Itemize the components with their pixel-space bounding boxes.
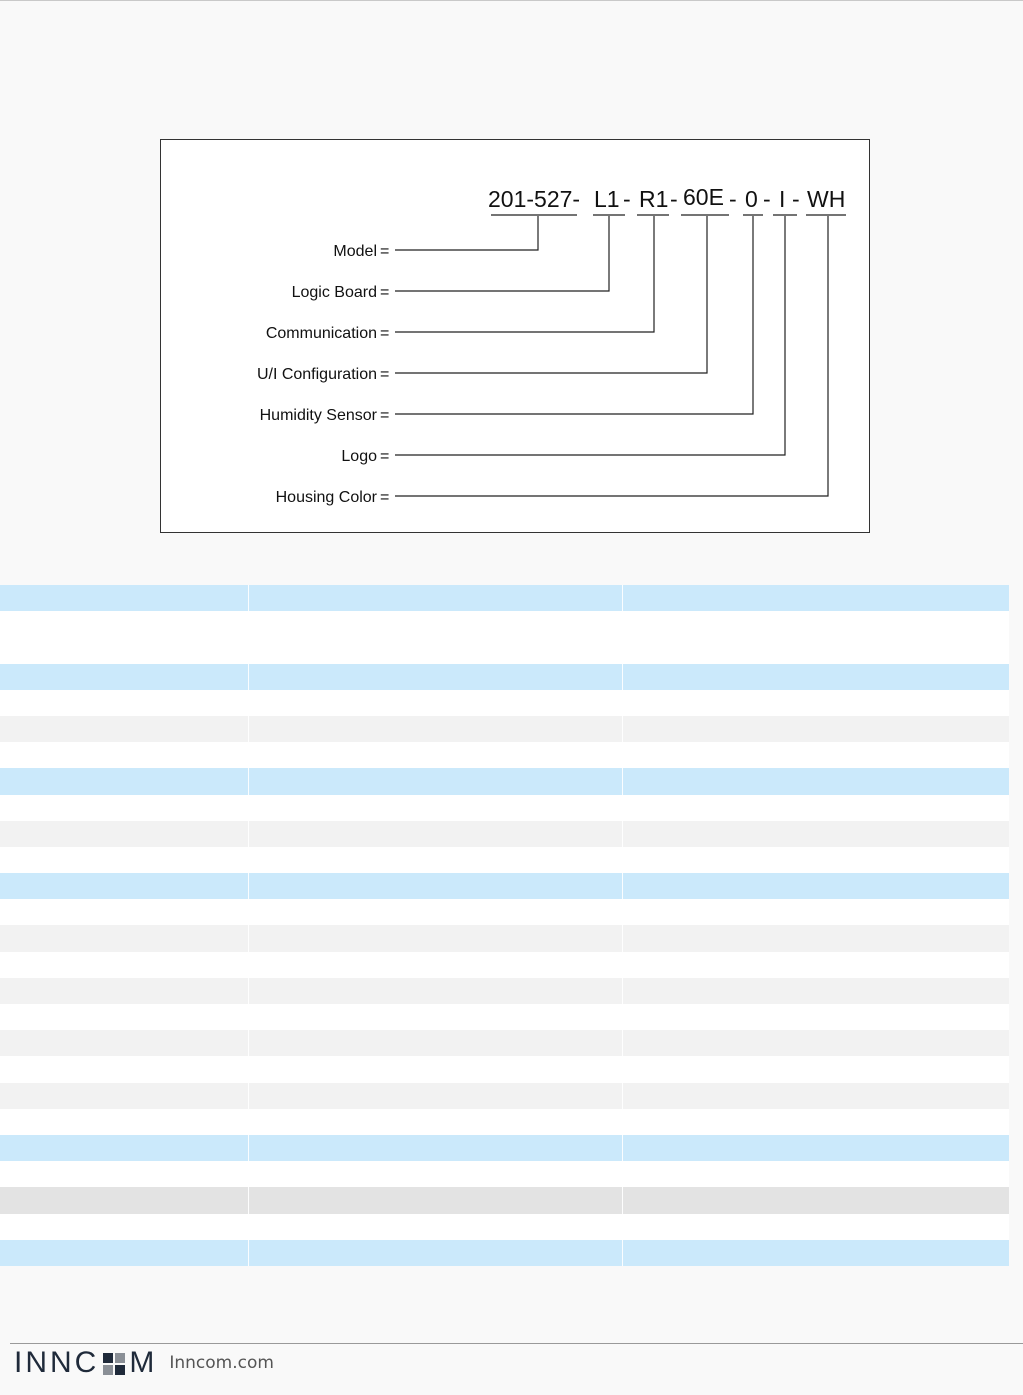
table-cell <box>249 1004 623 1030</box>
field-label-housing-color: Housing Color <box>275 489 377 506</box>
table-cell <box>0 690 249 716</box>
code-segment: - <box>763 186 771 212</box>
table-cell <box>0 1135 249 1161</box>
diagram-svg <box>161 140 869 532</box>
table-cell <box>623 795 1009 821</box>
table-cell <box>0 952 249 978</box>
table-cell <box>623 952 1009 978</box>
table-cell <box>623 1214 1009 1240</box>
table-cell <box>0 1109 249 1135</box>
table-row <box>0 952 1009 978</box>
table-cell <box>249 1109 623 1135</box>
table-cell <box>623 1187 1009 1213</box>
table-cell <box>249 1083 623 1109</box>
table-row <box>0 1240 1009 1266</box>
table-row <box>0 873 1009 899</box>
table-cell <box>249 925 623 951</box>
field-equals: = <box>380 448 390 465</box>
table-row <box>0 716 1009 742</box>
field-label-model: Model <box>333 243 377 260</box>
table-cell <box>249 978 623 1004</box>
table-cell <box>249 637 623 663</box>
table-cell <box>249 899 623 925</box>
field-label-communication: Communication <box>265 325 377 342</box>
table-cell <box>623 585 1009 611</box>
table-cell <box>249 1056 623 1082</box>
table-cell <box>249 1030 623 1056</box>
table-cell <box>0 611 249 637</box>
table-row <box>0 1004 1009 1030</box>
table-cell <box>623 611 1009 637</box>
table-row <box>0 742 1009 768</box>
table-cell <box>623 925 1009 951</box>
table-cell <box>249 873 623 899</box>
table-cell <box>249 1161 623 1187</box>
logo-text-left: INNC <box>14 1346 100 1379</box>
table-cell <box>0 847 249 873</box>
table-cell <box>623 664 1009 690</box>
code-segment: - <box>623 186 631 212</box>
table-row <box>0 690 1009 716</box>
table-cell <box>249 768 623 794</box>
table-cell <box>623 768 1009 794</box>
field-equals: = <box>380 489 390 506</box>
table-cell <box>249 847 623 873</box>
table-cell <box>0 716 249 742</box>
table-row <box>0 1135 1009 1161</box>
table-cell <box>249 585 623 611</box>
table-row <box>0 1083 1009 1109</box>
table-row <box>0 585 1009 611</box>
table-cell <box>0 1030 249 1056</box>
code-segment: 201-527- <box>488 186 581 212</box>
code-segment: 0 <box>745 186 758 212</box>
table-cell <box>623 899 1009 925</box>
table-cell <box>0 585 249 611</box>
top-rule <box>0 0 1023 1</box>
table-cell <box>623 1004 1009 1030</box>
footer-url: Inncom.com <box>169 1353 274 1373</box>
table-cell <box>0 637 249 663</box>
table-cell <box>623 1109 1009 1135</box>
table-row <box>0 1030 1009 1056</box>
table-row <box>0 1109 1009 1135</box>
table-cell <box>0 1187 249 1213</box>
table-cell <box>249 664 623 690</box>
field-equals: = <box>380 284 390 301</box>
table-cell <box>0 1161 249 1187</box>
table-cell <box>249 1135 623 1161</box>
table-row <box>0 637 1009 663</box>
table-cell <box>623 873 1009 899</box>
table-row <box>0 1214 1009 1240</box>
table-cell <box>249 821 623 847</box>
table-cell <box>623 1161 1009 1187</box>
code-segment: 60E <box>683 184 724 210</box>
table-cell <box>0 925 249 951</box>
table-cell <box>623 1083 1009 1109</box>
leader-lines <box>395 216 828 496</box>
table-row <box>0 1056 1009 1082</box>
table-cell <box>0 873 249 899</box>
table-row <box>0 611 1009 637</box>
code-segment: - <box>670 186 678 212</box>
table-cell <box>0 1004 249 1030</box>
table-row <box>0 1187 1009 1213</box>
field-label-humidity-sensor: Humidity Sensor <box>259 407 377 424</box>
table-cell <box>0 1214 249 1240</box>
table-cell <box>249 611 623 637</box>
table-cell <box>623 1240 1009 1266</box>
specifications-table <box>0 585 1009 1266</box>
table-cell <box>623 847 1009 873</box>
table-cell <box>249 795 623 821</box>
table-cell <box>0 1083 249 1109</box>
field-equals: = <box>380 366 390 383</box>
footer <box>14 1346 274 1380</box>
table-cell <box>249 1240 623 1266</box>
code-segment: - <box>792 186 800 212</box>
table-cell <box>249 716 623 742</box>
table-cell <box>249 690 623 716</box>
table-cell <box>0 664 249 690</box>
code-segment: - <box>729 186 737 212</box>
table-cell <box>0 768 249 794</box>
inncom-logo <box>14 1346 157 1380</box>
field-label-logic-board: Logic Board <box>291 284 377 301</box>
logo-mark-icon <box>103 1353 125 1375</box>
table-row <box>0 978 1009 1004</box>
table-cell <box>249 742 623 768</box>
table-row <box>0 821 1009 847</box>
table-cell <box>623 978 1009 1004</box>
table-row <box>0 664 1009 690</box>
table-cell <box>623 1135 1009 1161</box>
table-row <box>0 1161 1009 1187</box>
table-cell <box>623 637 1009 663</box>
code-segment: WH <box>807 186 846 212</box>
table-row <box>0 847 1009 873</box>
logo-text-right: M <box>129 1346 158 1379</box>
table-cell <box>0 821 249 847</box>
table-cell <box>0 795 249 821</box>
field-equals: = <box>380 407 390 424</box>
table-cell <box>623 821 1009 847</box>
table-cell <box>249 1187 623 1213</box>
field-equals: = <box>380 325 390 342</box>
part-number-diagram <box>160 139 870 533</box>
table-cell <box>249 1214 623 1240</box>
table-cell <box>0 978 249 1004</box>
table-cell <box>623 716 1009 742</box>
code-segment: I <box>779 186 786 212</box>
table-cell <box>0 742 249 768</box>
table-row <box>0 795 1009 821</box>
table-row <box>0 899 1009 925</box>
table-cell <box>623 690 1009 716</box>
table-cell <box>623 1056 1009 1082</box>
footer-rule <box>10 1343 1023 1344</box>
field-label-ui-configuration: U/I Configuration <box>256 366 377 383</box>
table-cell <box>623 1030 1009 1056</box>
table-cell <box>0 1240 249 1266</box>
table-cell <box>623 742 1009 768</box>
field-label-logo: Logo <box>341 448 377 465</box>
field-equals: = <box>380 243 390 260</box>
table-row <box>0 768 1009 794</box>
table-row <box>0 925 1009 951</box>
code-segment: R1 <box>639 186 669 212</box>
table-cell <box>0 1056 249 1082</box>
code-segment: L1 <box>594 186 620 212</box>
table-cell <box>249 952 623 978</box>
table-cell <box>0 899 249 925</box>
